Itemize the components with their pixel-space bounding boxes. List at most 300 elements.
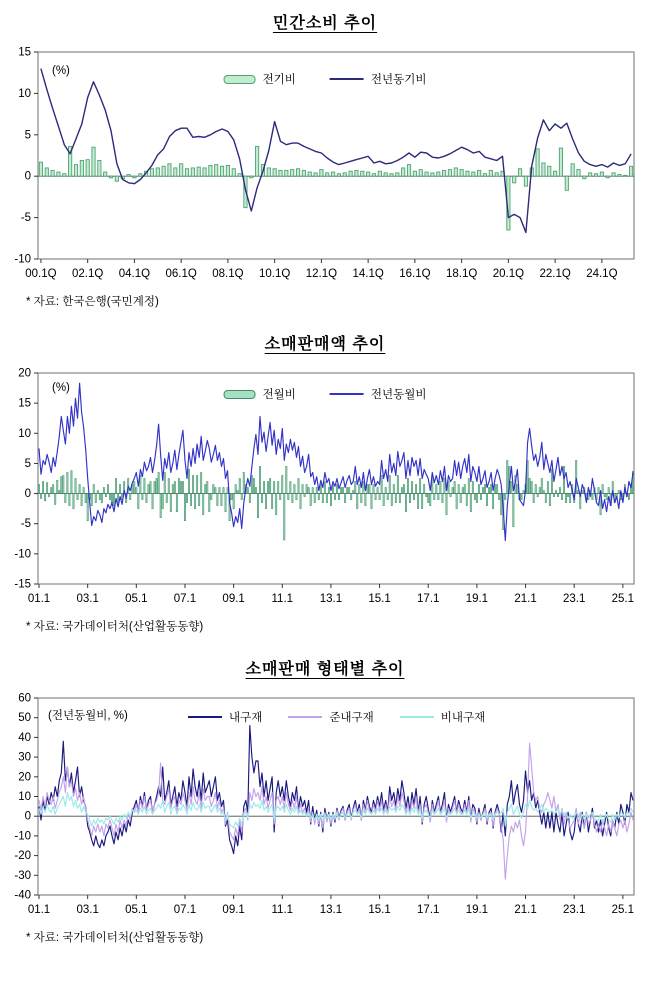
source-note: * 자료: 국가데이터처(산업활동동향) [26, 621, 204, 633]
legend-label: 전월비 [262, 389, 296, 401]
bar [357, 494, 358, 509]
bar [237, 491, 238, 494]
bar [284, 494, 285, 540]
legend-label: 전년동기비 [370, 74, 427, 86]
line-series-전년동월비 [39, 383, 633, 540]
legend-item-semi-durables [288, 709, 373, 725]
bar [390, 174, 393, 176]
bar [46, 483, 47, 494]
bar [274, 482, 275, 494]
line-swatch-icon [330, 393, 364, 395]
x-tick-label: 22.1Q [539, 268, 571, 280]
bar [395, 494, 396, 503]
bar [559, 488, 560, 494]
bar [533, 494, 534, 503]
bar [606, 494, 607, 500]
bar [320, 170, 323, 177]
bar [288, 494, 289, 500]
bar [296, 494, 297, 500]
bar [174, 482, 175, 494]
bar [51, 170, 54, 176]
bar [57, 172, 60, 176]
bar [484, 485, 485, 494]
bar [629, 166, 632, 176]
bar [551, 469, 552, 493]
bar [505, 494, 506, 500]
bar [239, 479, 240, 494]
bar [344, 494, 345, 503]
bar [431, 173, 434, 176]
bar [541, 479, 542, 494]
bar [75, 479, 76, 494]
bar [513, 176, 516, 183]
x-tick-label: 03.1 [76, 904, 99, 916]
y-tick-label: -30 [14, 869, 31, 882]
bar [373, 485, 374, 494]
bar [337, 174, 340, 176]
bar [39, 162, 42, 176]
bar [267, 482, 268, 494]
bar [253, 479, 254, 494]
bar [148, 485, 149, 494]
bar [413, 494, 414, 500]
bar [95, 494, 96, 503]
bar [130, 494, 131, 500]
x-tick-label: 00.1Q [25, 268, 57, 280]
bar [495, 485, 496, 494]
bar [326, 173, 329, 176]
bar [343, 173, 346, 176]
bar [285, 170, 288, 176]
bar [543, 491, 544, 494]
bar [474, 494, 475, 500]
bar [407, 479, 408, 494]
bar [197, 475, 198, 493]
bar [331, 172, 334, 176]
bar [162, 494, 163, 509]
bar [119, 485, 120, 494]
bar [80, 160, 83, 176]
chart-wrap-retail-sales [0, 368, 650, 608]
bar [51, 488, 52, 494]
bar [158, 472, 159, 493]
bar [53, 485, 54, 494]
x-tick-label: 07.1 [173, 593, 197, 605]
x-tick-label: 23.1 [563, 593, 586, 605]
bar [320, 485, 321, 494]
bar [267, 168, 270, 176]
bar [545, 494, 546, 503]
bar-series-전월비 [38, 460, 633, 540]
bar [115, 176, 118, 181]
y-tick-label: 10 [18, 427, 31, 440]
bar [326, 494, 327, 503]
bar [298, 479, 299, 494]
bar [322, 494, 323, 503]
bar [69, 494, 70, 506]
bar [472, 482, 473, 494]
bar [44, 494, 45, 501]
bar [144, 479, 145, 494]
bar [103, 488, 104, 494]
bar [243, 472, 244, 493]
bar [92, 147, 95, 176]
bar [74, 165, 77, 177]
y-tick-label: -20 [14, 850, 31, 863]
x-tick-label: 25.1 [611, 593, 635, 605]
x-tick-label: 23.1 [563, 904, 586, 916]
bar [492, 494, 493, 509]
bar [448, 170, 451, 177]
x-tick-label: 17.1 [417, 593, 440, 605]
bar [168, 479, 169, 494]
bar [211, 494, 212, 500]
bar [192, 475, 193, 493]
legend-item-yoy [330, 386, 427, 402]
bar [215, 165, 218, 177]
bar [482, 488, 483, 494]
bar [109, 176, 112, 178]
unit-label: (전년동월비, %) [48, 710, 128, 722]
bar [372, 174, 375, 176]
bar [393, 485, 394, 494]
bar [290, 482, 291, 494]
retail-sales-plot [0, 368, 648, 608]
bar [221, 494, 222, 506]
bar [336, 485, 337, 494]
x-tick-label: 20.1Q [492, 268, 525, 280]
bar [480, 494, 481, 500]
bar [73, 494, 74, 509]
bar [328, 488, 329, 494]
bar [127, 175, 130, 177]
bar [446, 494, 447, 515]
x-tick-label: 09.1 [222, 593, 245, 605]
x-tick-label: 05.1 [125, 593, 148, 605]
x-tick-label: 10.1Q [258, 268, 291, 280]
y-tick-label: -5 [20, 518, 31, 531]
bar [490, 485, 491, 494]
bar [428, 494, 429, 503]
bar [111, 494, 112, 503]
bar [286, 466, 287, 493]
bar [219, 488, 220, 494]
x-tick-label: 01.1 [27, 593, 51, 605]
bar [602, 485, 603, 494]
bar [351, 494, 352, 500]
bar [225, 494, 226, 512]
x-tick-label: 02.1Q [72, 268, 104, 280]
line-series-전년동기비 [41, 69, 631, 233]
bar [486, 494, 487, 506]
bar [413, 171, 416, 176]
bar [154, 482, 155, 494]
bar [184, 494, 185, 521]
bar [442, 170, 445, 176]
chart-section-retail-by-type [0, 656, 650, 945]
bar [259, 466, 260, 493]
x-tick-label: 01.1 [27, 904, 51, 916]
bar [65, 494, 66, 503]
bar [628, 494, 629, 500]
bar [306, 485, 307, 494]
legend-item-mom [224, 386, 296, 402]
bar [555, 491, 556, 494]
bar [152, 494, 153, 509]
bar [363, 482, 364, 494]
bar [190, 494, 191, 506]
y-tick-label: 0 [24, 810, 31, 823]
bar [452, 488, 453, 494]
y-tick-label: 40 [18, 731, 31, 744]
bar [99, 494, 100, 500]
bar [565, 494, 566, 503]
y-tick-label: -40 [14, 889, 31, 902]
x-tick-label: 21.1 [514, 593, 537, 605]
bar [160, 494, 161, 518]
chart-section-retail-sales [0, 331, 650, 634]
bar [233, 494, 234, 509]
bar [577, 170, 580, 177]
bar [612, 173, 615, 176]
bar [513, 494, 514, 527]
bar [63, 174, 66, 176]
bar [375, 494, 376, 500]
bar [361, 171, 364, 176]
x-tick-label: 15.1 [368, 593, 391, 605]
bar [436, 485, 437, 494]
x-tick-label: 09.1 [222, 904, 245, 916]
bar [618, 491, 619, 494]
bar [361, 494, 362, 503]
y-tick-label: -10 [14, 830, 31, 843]
bar [570, 494, 571, 503]
bar [600, 172, 603, 176]
bar [407, 165, 410, 177]
bar [340, 488, 341, 494]
bar [563, 466, 564, 493]
y-tick-label: -10 [14, 253, 31, 266]
bar [460, 494, 461, 503]
bar [402, 168, 405, 176]
bar [164, 472, 165, 493]
bar [495, 173, 498, 176]
bar-swatch-icon [224, 75, 256, 84]
bar [456, 494, 457, 509]
x-tick-label: 04.1Q [118, 268, 151, 280]
y-tick-label: 50 [18, 712, 31, 725]
bar [462, 488, 463, 494]
bar [113, 494, 114, 506]
bar [55, 494, 56, 505]
bar [280, 494, 281, 500]
bar [582, 491, 583, 494]
bar [256, 146, 259, 176]
bar [294, 485, 295, 494]
bar [117, 494, 118, 503]
legend-item-durables [188, 709, 262, 725]
legend [224, 71, 427, 87]
bar [458, 485, 459, 494]
x-tick-label: 12.1Q [305, 268, 338, 280]
bar [460, 170, 463, 177]
unit-label: (%) [52, 65, 70, 77]
bar [517, 485, 518, 494]
y-tick-label: 20 [18, 771, 31, 784]
bar [231, 494, 232, 500]
bar [146, 494, 147, 503]
bar [201, 472, 202, 493]
bar [424, 485, 425, 494]
bar [87, 494, 88, 521]
x-tick-label: 14.1Q [352, 268, 384, 280]
bar [387, 494, 388, 500]
bar [79, 485, 80, 494]
bar [608, 488, 609, 494]
bar [250, 176, 253, 178]
bar [426, 494, 427, 497]
bar [537, 494, 538, 497]
bar [535, 485, 536, 494]
bar [241, 494, 242, 500]
bar [178, 479, 179, 494]
bar [170, 494, 171, 512]
bar [308, 172, 311, 176]
bar [107, 485, 108, 494]
bar [618, 175, 621, 177]
bar [353, 491, 354, 494]
bar [438, 494, 439, 500]
line-series-내구재 [39, 726, 633, 854]
bar [355, 170, 358, 176]
bar [279, 170, 282, 176]
bar [483, 174, 486, 176]
bar [476, 494, 477, 503]
bar [136, 488, 137, 494]
bar [97, 491, 98, 494]
bar [529, 479, 530, 494]
bar-swatch-icon [224, 390, 256, 399]
bar [91, 494, 92, 506]
x-tick-label: 11.1 [271, 904, 294, 916]
bar [140, 475, 141, 493]
bar [464, 485, 465, 494]
bar [518, 169, 521, 176]
bar [142, 494, 143, 500]
x-tick-label: 19.1 [465, 904, 489, 916]
bar [180, 164, 183, 176]
bar [377, 488, 378, 494]
x-tick-label: 15.1 [368, 904, 391, 916]
bar [472, 172, 475, 176]
bar [150, 169, 153, 176]
bar [384, 173, 387, 176]
bar [367, 485, 368, 494]
bar [257, 494, 258, 518]
bar [444, 479, 445, 494]
bar [265, 494, 266, 509]
bar [589, 173, 592, 176]
chart-title-private-consumption: 민간소비 추이 [272, 15, 378, 32]
bar [391, 494, 392, 506]
bar [300, 494, 301, 509]
bar [282, 475, 283, 493]
bar [468, 479, 469, 494]
bar [381, 475, 382, 493]
bar [548, 166, 551, 176]
bar [115, 479, 116, 494]
bar [209, 494, 210, 512]
legend-label: 전기비 [262, 74, 296, 86]
bar [308, 488, 309, 494]
chart-wrap-private-consumption [0, 47, 650, 283]
bar [310, 494, 311, 506]
bar [365, 494, 366, 506]
bar [220, 166, 223, 176]
bar [263, 482, 264, 494]
bar-series-전기비 [39, 146, 632, 230]
bar [470, 494, 471, 512]
bar [334, 494, 335, 500]
unit-label: (%) [52, 382, 70, 394]
bar [83, 488, 84, 494]
bar [499, 494, 500, 500]
bar [247, 488, 248, 494]
bar [507, 460, 508, 493]
bar [561, 494, 562, 500]
bar [213, 485, 214, 494]
bar [235, 485, 236, 494]
bar [182, 482, 183, 494]
bar [232, 169, 235, 176]
bar [314, 173, 317, 176]
bar [67, 472, 68, 493]
bar [557, 494, 558, 497]
bar [347, 488, 348, 494]
bar [554, 171, 557, 176]
bar [45, 168, 48, 176]
bar [172, 485, 173, 494]
bar [273, 169, 276, 176]
bar [420, 479, 421, 494]
x-tick-label: 05.1 [125, 904, 148, 916]
bar [430, 494, 431, 506]
x-tick-label: 13.1 [319, 593, 343, 605]
bar [302, 485, 303, 494]
bar [454, 482, 455, 494]
y-tick-label: 0 [24, 488, 31, 501]
y-tick-label: 10 [18, 87, 31, 100]
bar [389, 475, 390, 493]
source-note: * 자료: 한국은행(국민계정) [26, 296, 159, 308]
bar [338, 494, 339, 500]
bar [291, 170, 294, 177]
y-tick-label: 5 [24, 457, 31, 470]
bar [547, 482, 548, 494]
bar [385, 488, 386, 494]
bar [255, 488, 256, 494]
bar [571, 164, 574, 176]
bar [269, 479, 270, 494]
legend-label: 비내구재 [440, 712, 486, 724]
bar [174, 168, 177, 176]
bar [203, 168, 206, 176]
bar [411, 482, 412, 494]
bar [524, 176, 527, 186]
source-note: * 자료: 국가데이터처(산업활동동향) [26, 932, 204, 944]
x-tick-label: 08.1Q [212, 268, 244, 280]
bar [314, 494, 315, 503]
